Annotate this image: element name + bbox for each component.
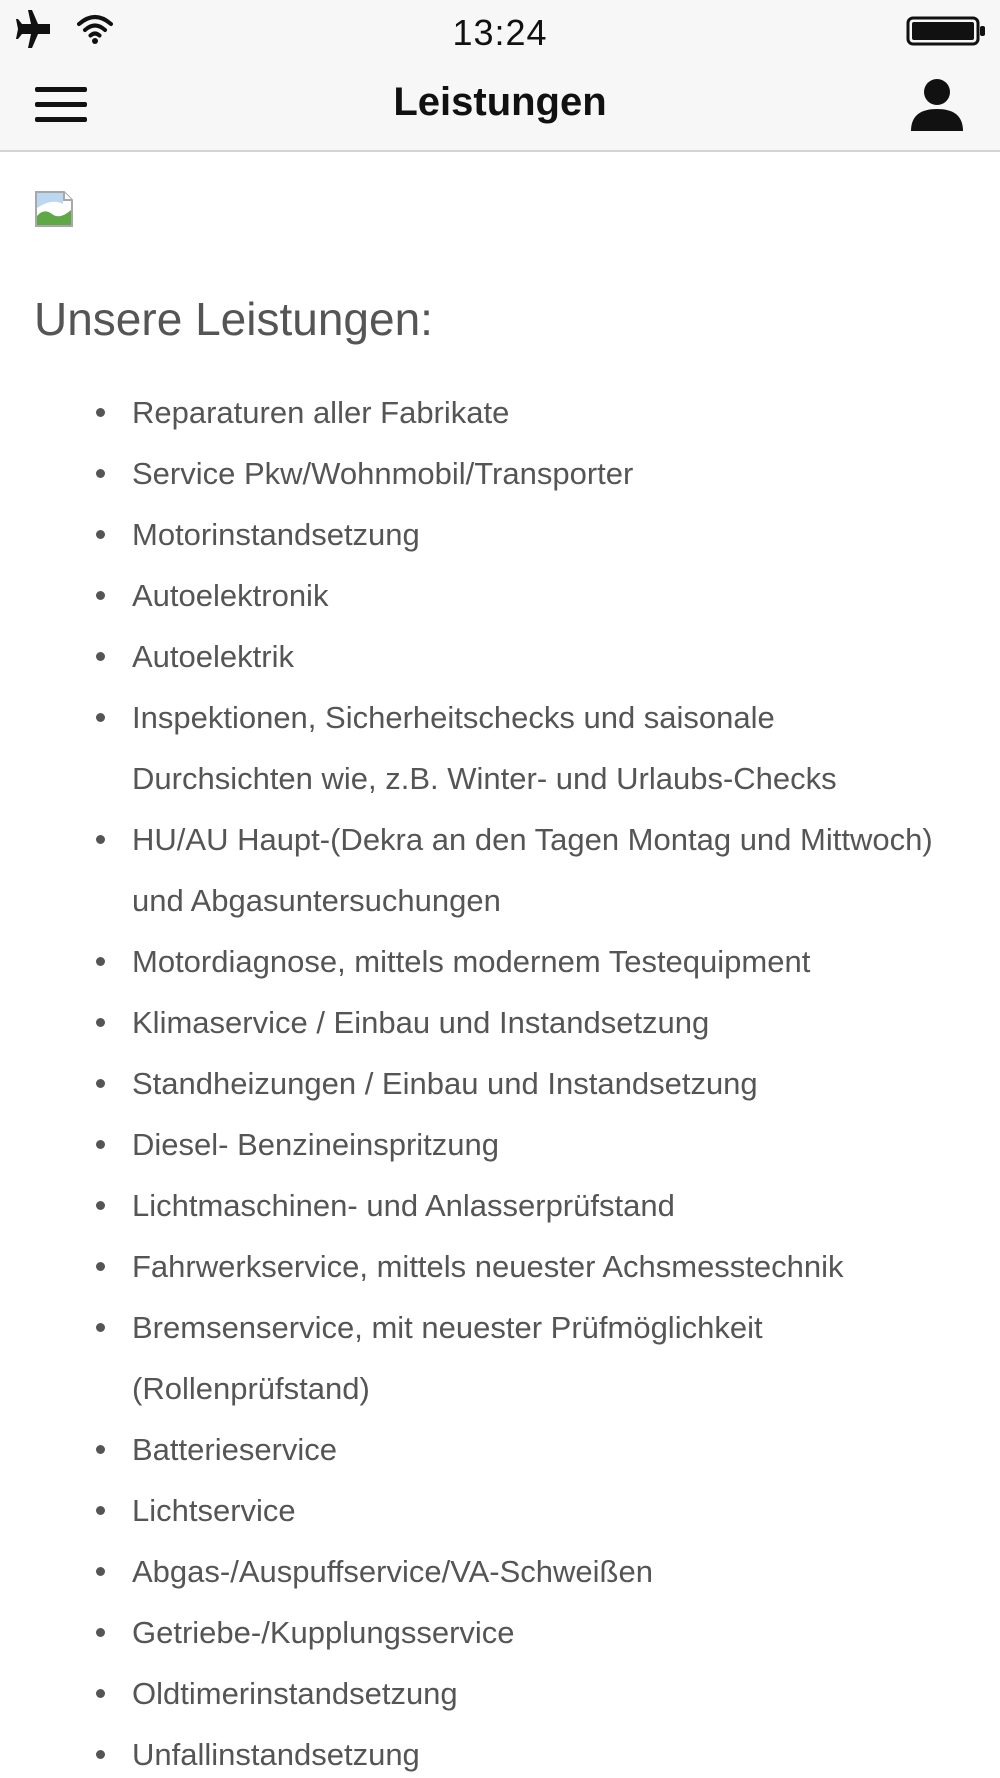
service-list xyxy=(0,382,1000,1778)
page-title: Leistungen xyxy=(393,80,607,124)
service-label: Unfallinstandsetzung xyxy=(132,1737,420,1772)
list-item xyxy=(0,1724,1000,1778)
service-label: Autoelektrik xyxy=(132,639,294,674)
service-label: Autoelektronik xyxy=(132,578,329,613)
service-label: Getriebe-/Kupplungsservice xyxy=(132,1615,515,1650)
service-label: Reparaturen aller Fabrikate xyxy=(132,395,510,430)
bullet-dot xyxy=(96,591,105,600)
bullet-dot xyxy=(96,530,105,539)
status-bar xyxy=(0,0,1000,62)
bullet-dot xyxy=(96,408,105,417)
list-item xyxy=(0,1297,1000,1419)
bullet-dot xyxy=(96,1567,105,1576)
bullet-dot xyxy=(96,957,105,966)
list-item xyxy=(0,1663,1000,1724)
nav-bar xyxy=(0,62,1000,152)
service-label: Motorinstandsetzung xyxy=(132,517,420,552)
service-label: Bremsenservice, mit neuester Prüfmöglichkeit (Rollenprüfstand) xyxy=(132,1310,763,1406)
list-item xyxy=(0,504,1000,565)
service-label: Oldtimerinstandsetzung xyxy=(132,1676,458,1711)
service-label: Lichtmaschinen- und Anlasserprüfstand xyxy=(132,1188,675,1223)
bullet-dot xyxy=(96,1079,105,1088)
list-item xyxy=(0,992,1000,1053)
service-label: Batterieservice xyxy=(132,1432,338,1467)
list-item xyxy=(0,1236,1000,1297)
list-item xyxy=(0,1114,1000,1175)
service-label: Diesel- Benzineinspritzung xyxy=(132,1127,500,1162)
list-item xyxy=(0,1053,1000,1114)
bullet-dot xyxy=(96,713,105,722)
bullet-dot xyxy=(96,1445,105,1454)
bullet-dot xyxy=(96,1201,105,1210)
bullet-dot xyxy=(96,835,105,844)
service-label: Fahrwerkservice, mittels neuester Achsmesstechnik xyxy=(132,1249,844,1284)
bullet-dot xyxy=(96,1262,105,1271)
list-item xyxy=(0,1480,1000,1541)
bullet-dot xyxy=(96,652,105,661)
bullet-dot xyxy=(96,1689,105,1698)
section-heading: Unsere Leistungen: xyxy=(34,293,433,345)
bullet-dot xyxy=(96,1018,105,1027)
list-item xyxy=(0,1175,1000,1236)
user-icon xyxy=(908,77,966,138)
bullet-dot xyxy=(96,1750,105,1759)
list-item xyxy=(0,626,1000,687)
service-label: Service Pkw/Wohnmobil/Transporter xyxy=(132,456,634,491)
list-item xyxy=(0,1602,1000,1663)
service-label: HU/AU Haupt-(Dekra an den Tagen Montag und Mittwoch) und Abgasuntersuchungen xyxy=(132,822,933,918)
service-label: Lichtservice xyxy=(132,1493,296,1528)
service-label: Klimaservice / Einbau und Instandsetzung xyxy=(132,1005,710,1040)
battery-icon xyxy=(906,16,988,51)
list-item xyxy=(0,931,1000,992)
list-item xyxy=(0,687,1000,809)
list-item xyxy=(0,382,1000,443)
status-time: 13:24 xyxy=(452,12,548,53)
bullet-dot xyxy=(96,469,105,478)
bullet-dot xyxy=(96,1628,105,1637)
bullet-dot xyxy=(96,1323,105,1332)
list-item xyxy=(0,809,1000,931)
list-item xyxy=(0,565,1000,626)
service-label: Inspektionen, Sicherheitschecks und saisonale Durchsichten wie, z.B. Winter- und Urlaubs-Checks xyxy=(132,700,837,796)
bullet-dot xyxy=(96,1506,105,1515)
service-label: Motordiagnose, mittels modernem Testequipment xyxy=(132,944,811,979)
broken-image-icon xyxy=(34,190,74,228)
bullet-dot xyxy=(96,1140,105,1149)
list-item xyxy=(0,443,1000,504)
list-item xyxy=(0,1419,1000,1480)
service-label: Abgas-/Auspuffservice/VA-Schweißen xyxy=(132,1554,653,1589)
list-item xyxy=(0,1541,1000,1602)
service-label: Standheizungen / Einbau und Instandsetzung xyxy=(132,1066,758,1101)
profile-button[interactable] xyxy=(902,72,972,142)
